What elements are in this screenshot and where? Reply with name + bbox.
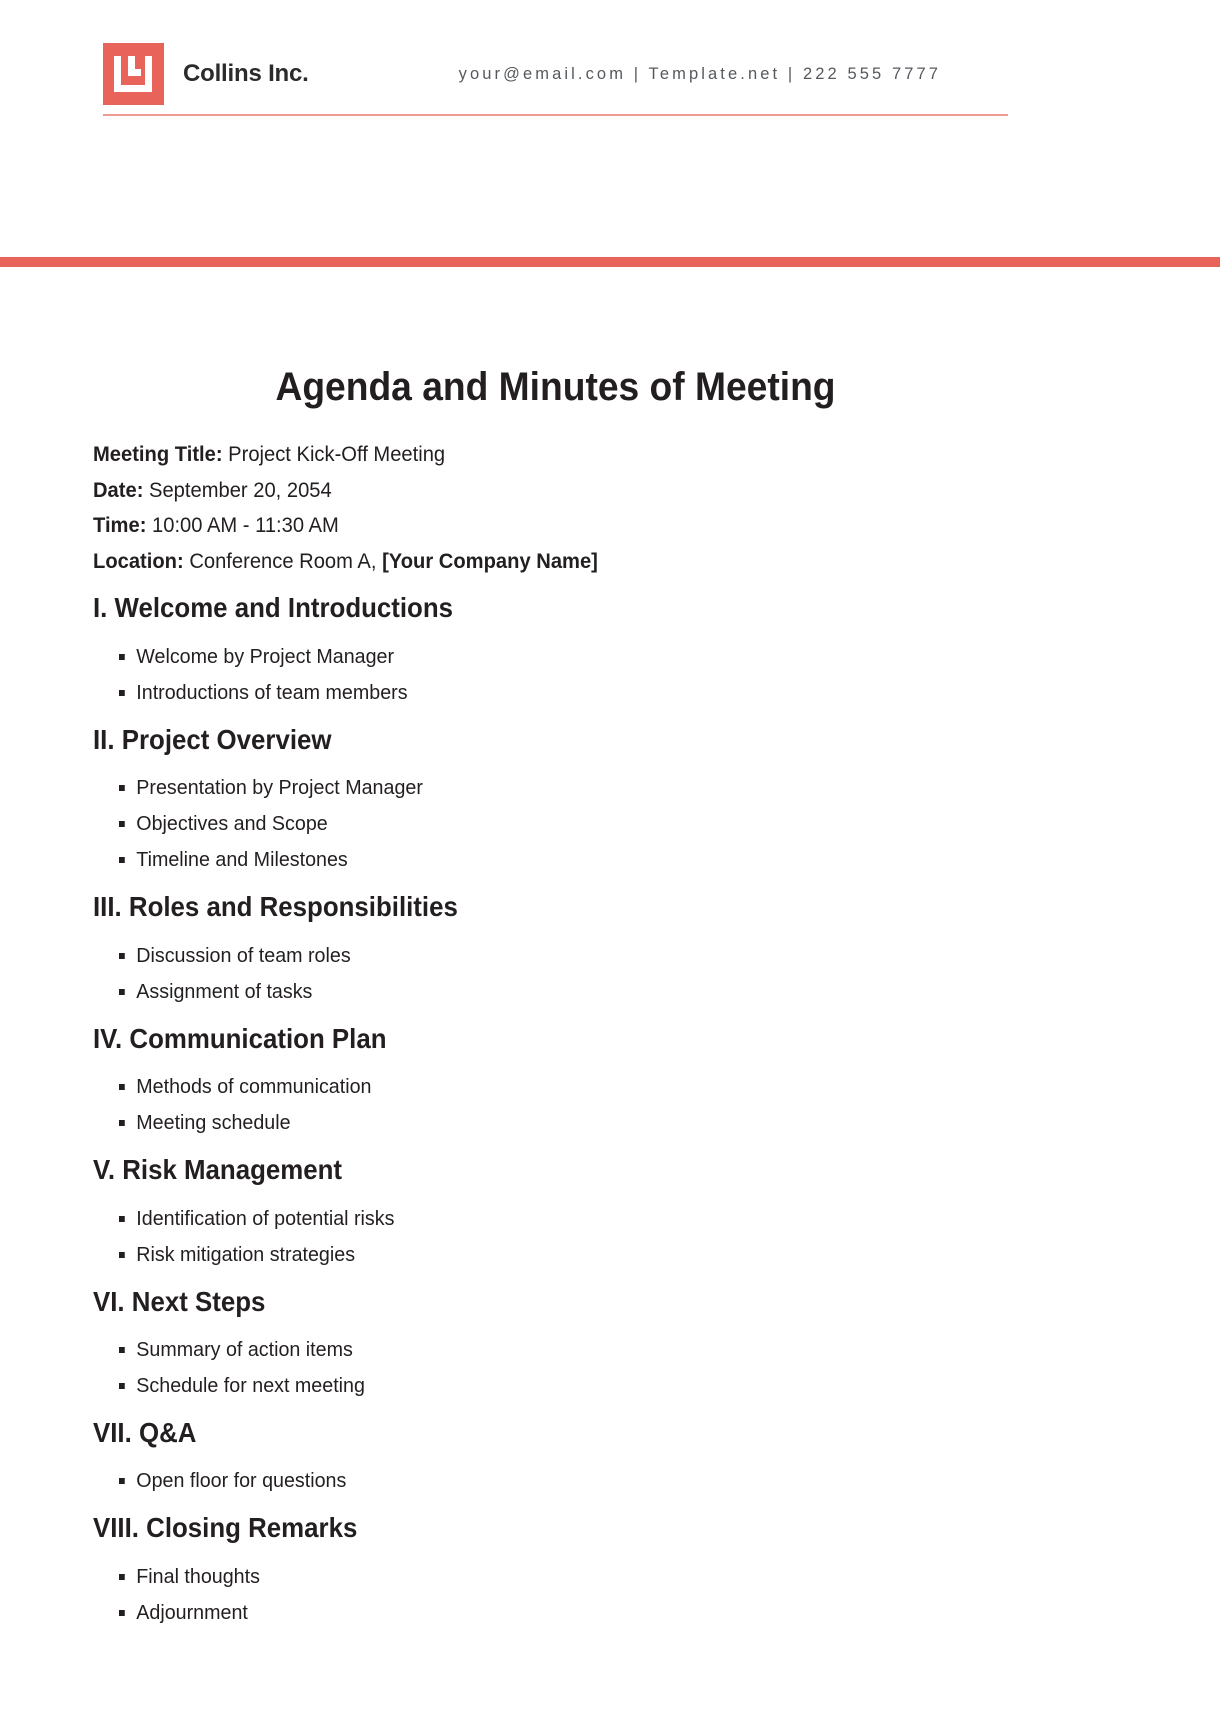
section-bullet-list	[93, 639, 1018, 711]
agenda-section	[93, 1023, 1018, 1141]
meta-label: Date:	[93, 478, 144, 502]
meta-label: Time:	[93, 514, 147, 538]
letterhead	[103, 30, 1008, 118]
list-item-label: Final thoughts	[136, 1564, 260, 1588]
list-item	[119, 1559, 982, 1595]
collins-square-logo-icon	[103, 43, 164, 105]
meta-label: Meeting Title:	[93, 443, 223, 466]
square-bullet-icon	[119, 654, 125, 660]
meta-value: Conference Room A,	[183, 549, 377, 573]
list-item-label: Presentation by Project Manager	[136, 776, 423, 800]
meeting-meta-line	[93, 508, 981, 544]
letterhead-divider	[103, 114, 1008, 116]
list-item-label: Risk mitigation strategies	[136, 1242, 356, 1266]
square-bullet-icon	[119, 989, 125, 995]
square-bullet-icon	[119, 1383, 125, 1389]
list-item-label: Objectives and Scope	[136, 812, 328, 836]
list-item	[119, 974, 982, 1010]
logo-glyph-riser	[145, 56, 152, 80]
list-item	[119, 1237, 982, 1273]
section-heading: V. Risk Management	[93, 1154, 343, 1186]
list-item	[119, 1332, 982, 1368]
section-heading: I. Welcome and Introductions	[93, 592, 454, 624]
list-item	[119, 806, 982, 842]
list-item-label: Adjournment	[136, 1600, 248, 1624]
section-bullet-list	[93, 938, 1018, 1010]
meta-value-emphasis: [Your Company Name]	[376, 549, 598, 573]
square-bullet-icon	[119, 1610, 125, 1616]
list-item	[119, 1069, 982, 1105]
section-heading: III. Roles and Responsibilities	[93, 891, 458, 923]
square-bullet-icon	[119, 1084, 125, 1090]
meta-value: Project Kick-Off Meeting	[222, 443, 446, 466]
list-item	[119, 675, 982, 711]
list-item-label: Methods of communication	[136, 1075, 372, 1099]
contact-info: your@email.com | Template.net | 222 555 7777	[458, 64, 942, 83]
square-bullet-icon	[119, 1120, 125, 1126]
list-item-label: Welcome by Project Manager	[136, 644, 395, 668]
section-bullet-list	[93, 1463, 1018, 1499]
agenda-sections	[93, 592, 1018, 1631]
list-item	[119, 1463, 982, 1499]
agenda-section	[93, 1154, 1018, 1272]
section-bullet-list	[93, 1559, 1018, 1631]
section-heading: II. Project Overview	[93, 723, 332, 755]
meeting-meta-line	[93, 437, 981, 473]
list-item	[119, 842, 982, 878]
square-bullet-icon	[119, 1347, 125, 1353]
agenda-section	[93, 891, 1018, 1009]
agenda-section	[93, 1286, 1018, 1404]
document-body	[93, 365, 1018, 1637]
list-item	[119, 938, 982, 974]
meeting-meta-line	[93, 544, 981, 580]
accent-divider-bar	[0, 257, 1220, 267]
section-bullet-list	[93, 1069, 1018, 1141]
agenda-section	[93, 592, 1018, 710]
section-heading: VIII. Closing Remarks	[93, 1512, 358, 1544]
logo-glyph-inner	[128, 56, 141, 76]
list-item-label: Open floor for questions	[136, 1469, 347, 1493]
list-item	[119, 770, 982, 806]
list-item-label: Discussion of team roles	[136, 943, 351, 967]
list-item-label: Timeline and Milestones	[136, 848, 348, 872]
meeting-meta-line	[93, 473, 981, 509]
section-bullet-list	[93, 770, 1018, 878]
section-heading: VII. Q&A	[93, 1417, 197, 1448]
square-bullet-icon	[119, 953, 125, 959]
list-item	[119, 639, 982, 675]
list-item	[119, 1105, 982, 1141]
list-item	[119, 1201, 982, 1237]
square-bullet-icon	[119, 1478, 125, 1484]
section-heading: IV. Communication Plan	[93, 1022, 387, 1054]
section-bullet-list	[93, 1201, 1018, 1273]
list-item-label: Assignment of tasks	[136, 979, 313, 1003]
agenda-section	[93, 1417, 1018, 1499]
list-item-label: Identification of potential risks	[136, 1206, 395, 1230]
page-title: Agenda and Minutes of Meeting	[275, 365, 836, 409]
meta-label: Location:	[93, 549, 184, 573]
square-bullet-icon	[119, 1252, 125, 1258]
agenda-section	[93, 724, 1018, 878]
list-item-label: Meeting schedule	[136, 1111, 291, 1135]
list-item-label: Introductions of team members	[136, 680, 408, 704]
section-bullet-list	[93, 1332, 1018, 1404]
meta-value: 10:00 AM - 11:30 AM	[146, 514, 339, 538]
brand-name: Collins Inc.	[183, 60, 309, 87]
square-bullet-icon	[119, 821, 125, 827]
list-item	[119, 1595, 982, 1631]
square-bullet-icon	[119, 1216, 125, 1222]
list-item	[119, 1368, 982, 1404]
section-heading: VI. Next Steps	[93, 1285, 266, 1317]
square-bullet-icon	[119, 1574, 125, 1580]
list-item-label: Summary of action items	[136, 1338, 353, 1361]
square-bullet-icon	[119, 690, 125, 696]
agenda-section	[93, 1512, 1018, 1630]
list-item-label: Schedule for next meeting	[136, 1374, 365, 1397]
square-bullet-icon	[119, 785, 125, 791]
brand-block	[103, 43, 309, 105]
square-bullet-icon	[119, 857, 125, 863]
meeting-meta-block	[93, 437, 1018, 579]
meta-value: September 20, 2054	[143, 478, 332, 502]
